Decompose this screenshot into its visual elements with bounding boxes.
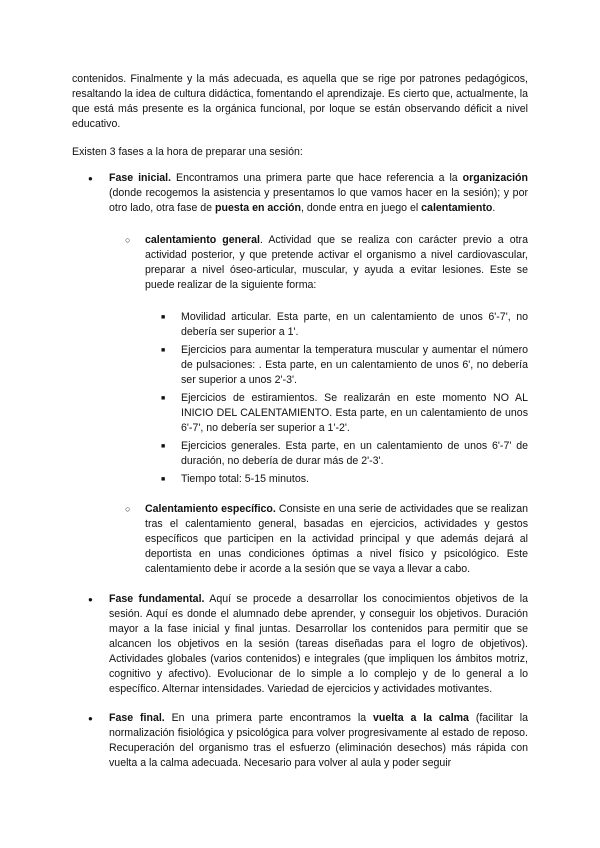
phase-final	[72, 711, 528, 771]
phase-final-text-2: (facilitar la normalización fisiológica y psicológica para volver progresivamente al estado de reposo. Recuperación del organismo tras el esfuerzo (eliminación desechos) más rápida con vuelta a la calma adecuada. Necesario para volver al aula y poder seguir	[109, 712, 529, 769]
phase-fundamental-text	[109, 592, 528, 697]
calentamiento-types-list	[109, 233, 528, 577]
term-calentamiento: calentamiento	[421, 202, 493, 214]
calentamiento-general-title: calentamiento general	[145, 234, 260, 246]
phase-fundamental-desc: Aquí se procede a desarrollar los conocimientos objetivos de la sesión. Aquí es donde el alumnado debe aprender, y conseguir los objetivos. Duración mayor a la fase inicial y final juntas. Desarrollar los contenidos para permitir que se alcancen los objetivos en la sesión (tareas diseñadas para el logro de objetivos). Actividades globales (varios contenidos) e integrales (que impliquen los ámbitos motriz, cognitivo y afectivo). Evolucionar de lo simple a lo complejo y de lo general a lo específico. Alternar intensidades. Variedad de ejercicios y actividades motivantes.	[109, 593, 528, 695]
phase-fundamental-title: Fase fundamental.	[109, 593, 205, 605]
calentamiento-general	[109, 233, 528, 487]
list-item: ■ Ejercicios para aumentar la temperatura muscular y aumentar el número de pulsaciones: . Esta parte, en un calentamiento de unos 6', no debería ser superior a unos 2'-3'.	[145, 343, 528, 388]
phase-inicial-text-4: .	[492, 202, 496, 214]
phases-list	[72, 171, 528, 785]
intro-paragraph: contenidos. Finalmente y la más adecuada, es aquella que se rige por patrones pedagógicos, resaltando la idea de cultura didáctica, fomentando el aprendizaje. Es cierto que, actualmente, la que está más presente es la orgánica funcional, por loque se están observando déficit a nivel educativo.	[72, 73, 528, 130]
calentamiento-especifico-text	[145, 502, 528, 577]
phase-inicial-text-3: , donde entra en juego el	[300, 202, 422, 214]
phase-inicial-text-1: Encontramos una primera parte que hace referencia a la	[171, 172, 463, 184]
calentamiento-especifico	[109, 502, 528, 577]
term-puesta-en-accion: puesta en acción	[215, 202, 301, 214]
phase-final-text	[109, 711, 528, 771]
phase-final-title: Fase final.	[109, 712, 165, 724]
phase-inicial	[72, 171, 528, 577]
phase-inicial-title: Fase inicial.	[109, 172, 172, 184]
phase-inicial-text	[109, 171, 528, 216]
term-vuelta-a-la-calma: vuelta a la calma	[372, 712, 469, 724]
phase-inicial-text-2: (donde recogemos la asistencia y presentamos lo que vamos hacer en la sesión); y por otro lado, otra fase de	[109, 187, 528, 214]
calentamiento-especifico-title: Calentamiento específico.	[145, 503, 276, 515]
term-organizacion: organización	[462, 172, 528, 184]
calentamiento-especifico-desc: Consiste en una serie de actividades que se realizan tras el calentamiento general, basadas en ejercicios, actividades y gestos específicos que participen en la actividad principal y que además dejará al deportista en unas condiciones óptimas a nivel físico y psicológico. Este calentamiento debe ir acorde a la sesión que se vaya a llevar a cabo.	[145, 503, 528, 575]
phase-final-text-1: En una primera parte encontramos la	[164, 712, 373, 724]
list-item: ■ Tiempo total: 5-15 minutos.	[145, 472, 528, 487]
calentamiento-general-desc: . Actividad que se realiza con carácter previo a otra actividad posterior, y que pretende activar el organismo a nivel cardiovascular, preparar a nivel óseo-articular, muscular, y ayuda a evitar lesiones. Este se puede realizar de la siguiente forma:	[145, 234, 528, 291]
phases-intro: Existen 3 fases a la hora de preparar una sesión:	[72, 146, 303, 158]
calentamiento-general-steps	[145, 310, 528, 487]
list-item: ■ Ejercicios de estiramientos. Se realizarán en este momento NO AL INICIO DEL CALENTAMIENTO. Esta parte, en un calentamiento de unos 6'-7', no debería ser superior a 1'-2'.	[145, 391, 528, 436]
list-item: ■ Ejercicios generales. Esta parte, en un calentamiento de unos 6'-7' de duración, no debería de durar más de 2'-3'.	[145, 439, 528, 469]
phase-fundamental	[72, 592, 528, 697]
calentamiento-general-text	[145, 233, 528, 293]
list-item: ■ Movilidad articular. Esta parte, en un calentamiento de unos 6'-7', no debería ser superior a 1'.	[145, 310, 528, 340]
